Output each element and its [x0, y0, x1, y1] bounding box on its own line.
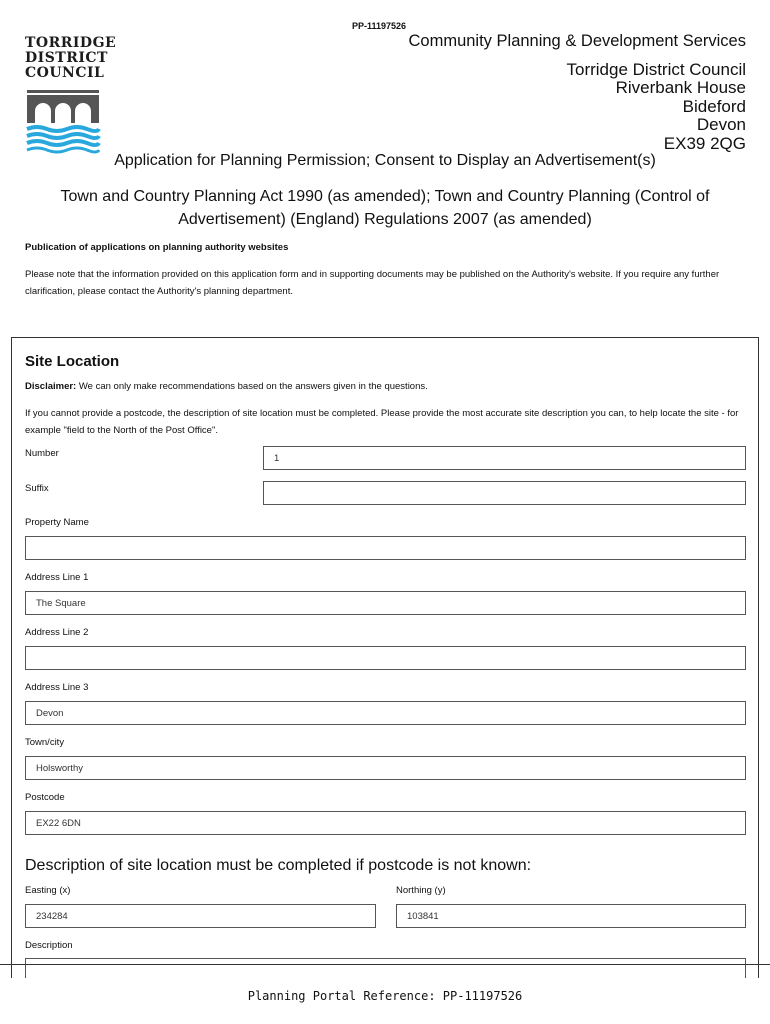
- address-line-3: Bideford: [682, 96, 746, 116]
- easting-input[interactable]: 234284: [25, 904, 376, 928]
- number-label: Number: [25, 448, 59, 459]
- postcode-input[interactable]: EX22 6DN: [25, 811, 746, 835]
- bridge-icon: [25, 85, 101, 155]
- suffix-label: Suffix: [25, 483, 49, 494]
- description-heading: Description of site location must be completed if postcode is not known:: [25, 857, 532, 874]
- property-name-input[interactable]: [25, 536, 746, 560]
- publication-text: Please note that the information provided on this application form and in supporting documents may be published on the Authority's website. If you require any further clarification, please contact the Authority's planning department.: [25, 269, 720, 297]
- logo-line-2: DISTRICT: [25, 50, 108, 66]
- address-line1-input[interactable]: The Square: [25, 591, 746, 615]
- address-line3-label: Address Line 3: [25, 682, 89, 693]
- northing-label: Northing (y): [396, 885, 446, 896]
- address-postcode: EX39 2QG: [663, 133, 746, 153]
- description-label: Description: [25, 940, 73, 951]
- address-line2-input[interactable]: [25, 646, 746, 670]
- footer-reference: Planning Portal Reference: PP-11197526: [247, 989, 523, 1003]
- description-textarea[interactable]: [25, 958, 746, 978]
- suffix-input[interactable]: [263, 481, 746, 505]
- northing-input[interactable]: 103841: [396, 904, 746, 928]
- property-name-label: Property Name: [25, 517, 89, 528]
- easting-label: Easting (x): [25, 885, 71, 896]
- page-divider: [0, 964, 770, 965]
- number-input[interactable]: 1: [263, 446, 746, 470]
- address-line2-label: Address Line 2: [25, 627, 89, 638]
- form-title: Application for Planning Permission; Consent to Display an Advertisement(s): [114, 152, 656, 169]
- town-label: Town/city: [25, 737, 65, 748]
- postcode-label: Postcode: [25, 792, 65, 803]
- logo-line-3: COUNCIL: [25, 65, 105, 81]
- logo-line-1: TORRIDGE: [25, 35, 117, 51]
- disclaimer-text: We can only make recommendations based on the answers given in the questions.: [76, 381, 428, 392]
- site-location-section: [11, 337, 759, 978]
- council-address: [409, 32, 747, 153]
- publication-heading: Publication of applications on planning authority websites: [25, 242, 289, 253]
- postcode-note: If you cannot provide a postcode, the description of site location must be completed. Please provide the most accurate site description you can, to help locate the site - for example "field to the North of the Post Office".: [25, 408, 739, 436]
- disclaimer-label: Disclaimer:: [25, 381, 77, 392]
- council-logo: [25, 35, 117, 152]
- disclaimer: [25, 381, 428, 392]
- address-line-2: Riverbank House: [615, 78, 746, 97]
- reference-number: PP-11197526: [352, 21, 407, 31]
- address-line1-label: Address Line 1: [25, 572, 89, 583]
- address-line-4: Devon: [696, 115, 746, 134]
- address-line-1: Torridge District Council: [566, 59, 746, 79]
- section-title: Site Location: [25, 353, 120, 370]
- town-input[interactable]: Holsworthy: [25, 756, 746, 780]
- address-line3-input[interactable]: Devon: [25, 701, 746, 725]
- department-name: Community Planning & Development Services: [408, 32, 746, 50]
- act-line: Town and Country Planning Act 1990 (as amended); Town and Country Planning (Control of Advertisement) (England) Regulations 2007 (as amended): [60, 188, 710, 228]
